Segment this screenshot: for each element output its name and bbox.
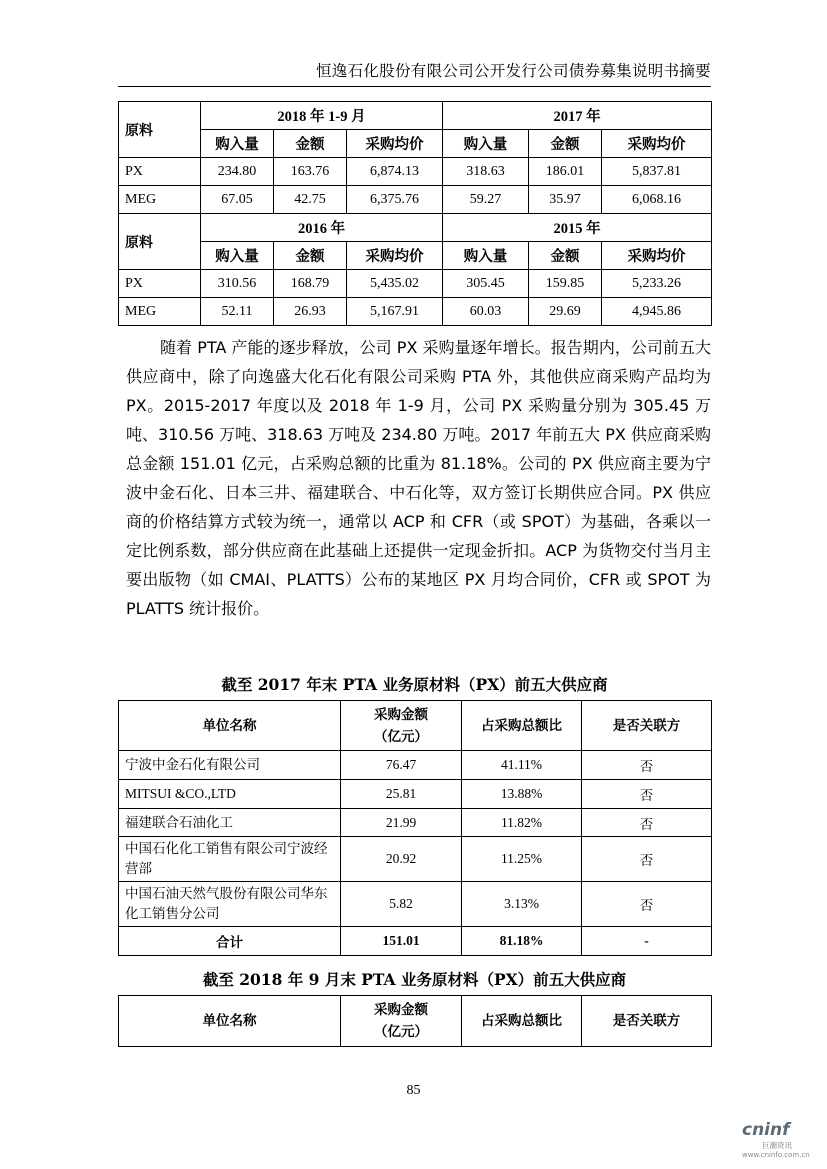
period-header: 2017 年 [443, 102, 712, 130]
table-cell: 5,435.02 [347, 270, 443, 298]
column-header: 金额 [274, 130, 347, 158]
table-cell: 6,375.76 [347, 186, 443, 214]
column-header: 购入量 [443, 242, 529, 270]
table-cell: 26.93 [274, 298, 347, 326]
table-cell: 6,068.16 [602, 186, 712, 214]
body-paragraph [126, 333, 711, 623]
ratio-cell: 13.88% [462, 780, 582, 809]
supplier-name: 中国石油天然气股份有限公司华东化工销售分公司 [119, 882, 341, 927]
table-row [119, 186, 712, 214]
period-header: 2016 年 [201, 214, 443, 242]
table-cell: 5,233.26 [602, 270, 712, 298]
total-amount: 151.01 [341, 927, 462, 956]
period-header: 2018 年 1-9 月 [201, 102, 443, 130]
supplier-name: 中国石化化工销售有限公司宁波经营部 [119, 837, 341, 882]
table-cell: 186.01 [529, 158, 602, 186]
table-caption: 截至 2018 年 9 月末 PTA 业务原材料（PX）前五大供应商 [202, 970, 627, 989]
supplier-name: 宁波中金石化有限公司 [119, 751, 341, 780]
table-cell: 305.45 [443, 270, 529, 298]
table-cell: 5,167.91 [347, 298, 443, 326]
material-name: PX [119, 158, 201, 186]
amount-cell: 21.99 [341, 809, 462, 837]
column-header: 采购均价 [602, 242, 712, 270]
column-header: 单位名称 [119, 701, 341, 751]
header-row [119, 996, 712, 1047]
paragraph-text: 随着 PTA 产能的逐步释放，公司 PX 采购量逐年增长。报告期内，公司前五大供应商中，除了向逸盛大化石化有限公司采购 PTA 外，其他供应商采购产品均为 PX。2015-2017 年度以及 2018 年 1-9 月，公司 PX 采购量分别为 305.45 万吨、310.56 万吨、318.63 万吨及 234.80 万吨。2017 年前五大 PX 供应商采购总金额 151.01 亿元，占采购总额的比重为 81.18%。公司的 PX 供应商主要为宁波中金石化、日本三井、福建联合、中石化等，双方签订长期供应合同。PX 供应商的价格结算方式较为统一，通常以 ACP 和 CFR（或 SPOT）为基础，各乘以一定比例系数，部分供应商在此基础上还提供一定现金折扣。ACP 为货物交付当月主要出版物（如 CMAI、PLATTS）公布的某地区 PX 月均合同价，CFR 或 SPOT 为 PLATTS 统计报价。 [126, 338, 711, 618]
material-name: MEG [119, 186, 201, 214]
document-header: 恒逸石化股份有限公司公开发行公司债券募集说明书摘要 [315, 62, 711, 80]
table-cell: 5,837.81 [602, 158, 712, 186]
related-cell: 否 [582, 780, 712, 809]
header-row [119, 701, 712, 751]
column-header: 金额 [274, 242, 347, 270]
table-cell: 159.85 [529, 270, 602, 298]
column-header: 采购均价 [602, 130, 712, 158]
table-row [119, 780, 712, 809]
table-row [119, 882, 712, 927]
logo-chinese: 巨潮资讯 [762, 1141, 792, 1150]
header-divider [118, 86, 711, 87]
related-cell: 否 [582, 882, 712, 927]
table-cell: 52.11 [201, 298, 274, 326]
table-cell: 168.79 [274, 270, 347, 298]
table-row [119, 751, 712, 780]
column-header-row [119, 242, 712, 270]
table-cell: 163.76 [274, 158, 347, 186]
related-cell: 否 [582, 809, 712, 837]
table-cell: 6,874.13 [347, 158, 443, 186]
column-header: 采购均价 [347, 130, 443, 158]
ratio-cell: 11.25% [462, 837, 582, 882]
amount-cell: 20.92 [341, 837, 462, 882]
table-caption: 截至 2017 年末 PTA 业务原材料（PX）前五大供应商 [221, 675, 608, 694]
table-cell: 310.56 [201, 270, 274, 298]
column-header: 金额 [529, 242, 602, 270]
table-cell: 318.63 [443, 158, 529, 186]
ratio-cell: 11.82% [462, 809, 582, 837]
amount-cell: 76.47 [341, 751, 462, 780]
total-label: 合计 [119, 927, 341, 956]
cninfo-logo [742, 1120, 822, 1164]
amount-cell: 25.81 [341, 780, 462, 809]
column-header: 购入量 [201, 242, 274, 270]
table-row [119, 837, 712, 882]
period-header-row [119, 214, 712, 242]
table-cell: 234.80 [201, 158, 274, 186]
logo-brand: cninf [742, 1120, 790, 1140]
ratio-cell: 41.11% [462, 751, 582, 780]
column-header: 是否关联方 [582, 996, 712, 1047]
material-name: MEG [119, 298, 201, 326]
amount-cell: 5.82 [341, 882, 462, 927]
column-header: 占采购总额比 [462, 996, 582, 1047]
column-header: 采购均价 [347, 242, 443, 270]
total-related: - [582, 927, 712, 956]
supplier-name: 福建联合石油化工 [119, 809, 341, 837]
material-label: 原料 [119, 214, 201, 270]
column-header: 采购金额 （亿元） [341, 996, 462, 1047]
table-cell: 29.69 [529, 298, 602, 326]
table-cell: 42.75 [274, 186, 347, 214]
page-number: 85 [406, 1083, 421, 1098]
period-header-row [119, 102, 712, 130]
table-cell: 59.27 [443, 186, 529, 214]
column-header-row [119, 130, 712, 158]
material-name: PX [119, 270, 201, 298]
table-row [119, 298, 712, 326]
table-row [119, 809, 712, 837]
material-label: 原料 [119, 102, 201, 158]
material-purchase-table [118, 101, 712, 326]
total-row [119, 927, 712, 956]
table-cell: 4,945.86 [602, 298, 712, 326]
supplier-name: MITSUI &CO.,LTD [119, 780, 341, 809]
table-cell: 67.05 [201, 186, 274, 214]
ratio-cell: 3.13% [462, 882, 582, 927]
column-header: 购入量 [201, 130, 274, 158]
supplier-table-2018 [118, 995, 712, 1047]
table-row [119, 158, 712, 186]
related-cell: 否 [582, 837, 712, 882]
period-header: 2015 年 [443, 214, 712, 242]
column-header: 占采购总额比 [462, 701, 582, 751]
column-header: 金额 [529, 130, 602, 158]
column-header: 购入量 [443, 130, 529, 158]
column-header: 单位名称 [119, 996, 341, 1047]
total-ratio: 81.18% [462, 927, 582, 956]
column-header: 采购金额 （亿元） [341, 701, 462, 751]
logo-url: www.cninfo.com.cn [742, 1151, 810, 1159]
table-cell: 60.03 [443, 298, 529, 326]
supplier-table-2017 [118, 700, 712, 956]
table-row [119, 270, 712, 298]
column-header: 是否关联方 [582, 701, 712, 751]
table-cell: 35.97 [529, 186, 602, 214]
related-cell: 否 [582, 751, 712, 780]
